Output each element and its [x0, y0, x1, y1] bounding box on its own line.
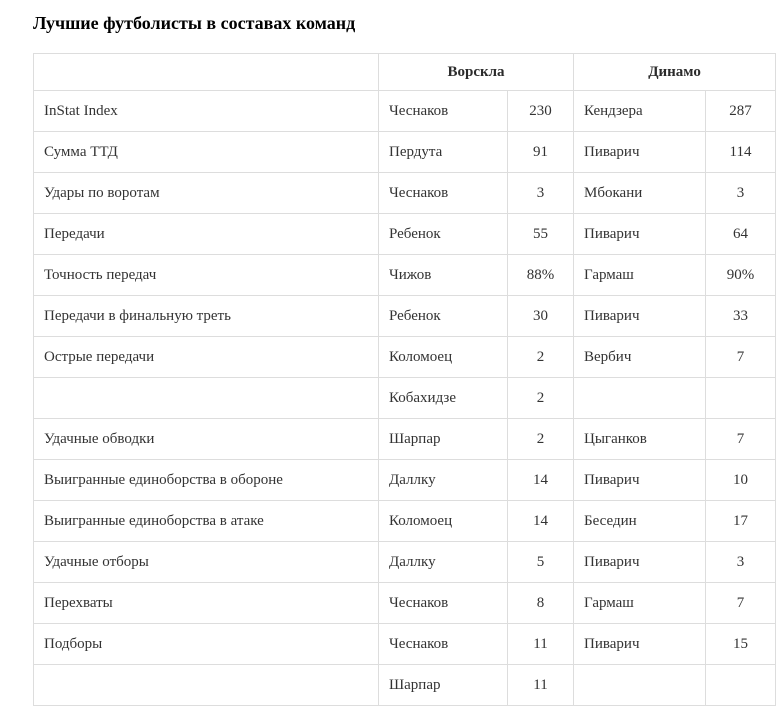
stat-label: Подборы: [34, 624, 379, 665]
dynamo-value: 3: [706, 173, 776, 214]
dynamo-player: [574, 665, 706, 706]
table-header-row: [34, 54, 776, 91]
dynamo-value: 64: [706, 214, 776, 255]
vorskla-player: Шарпар: [379, 419, 508, 460]
table-row: [34, 583, 776, 624]
vorskla-value: 5: [508, 542, 574, 583]
vorskla-player: Чеснаков: [379, 624, 508, 665]
vorskla-value: 11: [508, 624, 574, 665]
team-header-dynamo: Динамо: [574, 54, 776, 91]
stat-label: [34, 665, 379, 706]
stat-label: Передачи: [34, 214, 379, 255]
dynamo-player: Цыганков: [574, 419, 706, 460]
stat-label: Удачные обводки: [34, 419, 379, 460]
table-row: [34, 296, 776, 337]
vorskla-player: Чеснаков: [379, 173, 508, 214]
dynamo-value: [706, 665, 776, 706]
vorskla-value: 3: [508, 173, 574, 214]
vorskla-value: 14: [508, 501, 574, 542]
table-row: [34, 91, 776, 132]
dynamo-player: Беседин: [574, 501, 706, 542]
vorskla-player: Чеснаков: [379, 91, 508, 132]
table-row: [34, 419, 776, 460]
dynamo-value: 17: [706, 501, 776, 542]
dynamo-value: 15: [706, 624, 776, 665]
vorskla-player: Чижов: [379, 255, 508, 296]
table-row: [34, 378, 776, 419]
table-row: [34, 337, 776, 378]
stat-label: Передачи в финальную треть: [34, 296, 379, 337]
dynamo-player: Пиварич: [574, 214, 706, 255]
dynamo-player: Пиварич: [574, 296, 706, 337]
table-row: [34, 132, 776, 173]
stat-label: InStat Index: [34, 91, 379, 132]
dynamo-value: 33: [706, 296, 776, 337]
table-row: [34, 501, 776, 542]
dynamo-player: Мбокани: [574, 173, 706, 214]
dynamo-value: [706, 378, 776, 419]
table-row: [34, 624, 776, 665]
stat-label: Острые передачи: [34, 337, 379, 378]
vorskla-value: 230: [508, 91, 574, 132]
table-row: [34, 460, 776, 501]
dynamo-value: 90%: [706, 255, 776, 296]
dynamo-player: Гармаш: [574, 583, 706, 624]
dynamo-value: 3: [706, 542, 776, 583]
vorskla-player: Даллку: [379, 542, 508, 583]
vorskla-value: 11: [508, 665, 574, 706]
vorskla-player: Чеснаков: [379, 583, 508, 624]
vorskla-player: Кобахидзе: [379, 378, 508, 419]
stat-label: Выигранные единоборства в атаке: [34, 501, 379, 542]
page-title: Лучшие футболисты в составах команд: [33, 13, 356, 33]
vorskla-player: Ребенок: [379, 296, 508, 337]
vorskla-value: 8: [508, 583, 574, 624]
dynamo-player: [574, 378, 706, 419]
table-row: [34, 665, 776, 706]
stat-label: Точность передач: [34, 255, 379, 296]
dynamo-value: 7: [706, 419, 776, 460]
table-row: [34, 542, 776, 583]
vorskla-player: Ребенок: [379, 214, 508, 255]
dynamo-player: Пиварич: [574, 460, 706, 501]
corner-cell: [34, 54, 379, 91]
dynamo-player: Пиварич: [574, 132, 706, 173]
vorskla-value: 88%: [508, 255, 574, 296]
stat-label: Перехваты: [34, 583, 379, 624]
stat-label: [34, 378, 379, 419]
dynamo-value: 10: [706, 460, 776, 501]
vorskla-value: 2: [508, 378, 574, 419]
vorskla-value: 91: [508, 132, 574, 173]
vorskla-player: Коломоец: [379, 501, 508, 542]
dynamo-player: Вербич: [574, 337, 706, 378]
stat-label: Выигранные единоборства в обороне: [34, 460, 379, 501]
dynamo-player: Гармаш: [574, 255, 706, 296]
vorskla-player: Коломоец: [379, 337, 508, 378]
dynamo-player: Кендзера: [574, 91, 706, 132]
stat-label: Сумма ТТД: [34, 132, 379, 173]
dynamo-value: 7: [706, 337, 776, 378]
table-row: [34, 173, 776, 214]
vorskla-value: 55: [508, 214, 574, 255]
table-row: [34, 255, 776, 296]
stat-label: Удачные отборы: [34, 542, 379, 583]
dynamo-value: 7: [706, 583, 776, 624]
stats-table: [33, 53, 776, 706]
vorskla-value: 14: [508, 460, 574, 501]
stats-table-body: [34, 91, 776, 706]
vorskla-value: 30: [508, 296, 574, 337]
vorskla-value: 2: [508, 337, 574, 378]
dynamo-value: 114: [706, 132, 776, 173]
table-row: [34, 214, 776, 255]
stat-label: Удары по воротам: [34, 173, 379, 214]
vorskla-player: Даллку: [379, 460, 508, 501]
vorskla-value: 2: [508, 419, 574, 460]
team-header-vorskla: Ворскла: [379, 54, 574, 91]
dynamo-value: 287: [706, 91, 776, 132]
vorskla-player: Пердута: [379, 132, 508, 173]
dynamo-player: Пиварич: [574, 542, 706, 583]
dynamo-player: Пиварич: [574, 624, 706, 665]
vorskla-player: Шарпар: [379, 665, 508, 706]
